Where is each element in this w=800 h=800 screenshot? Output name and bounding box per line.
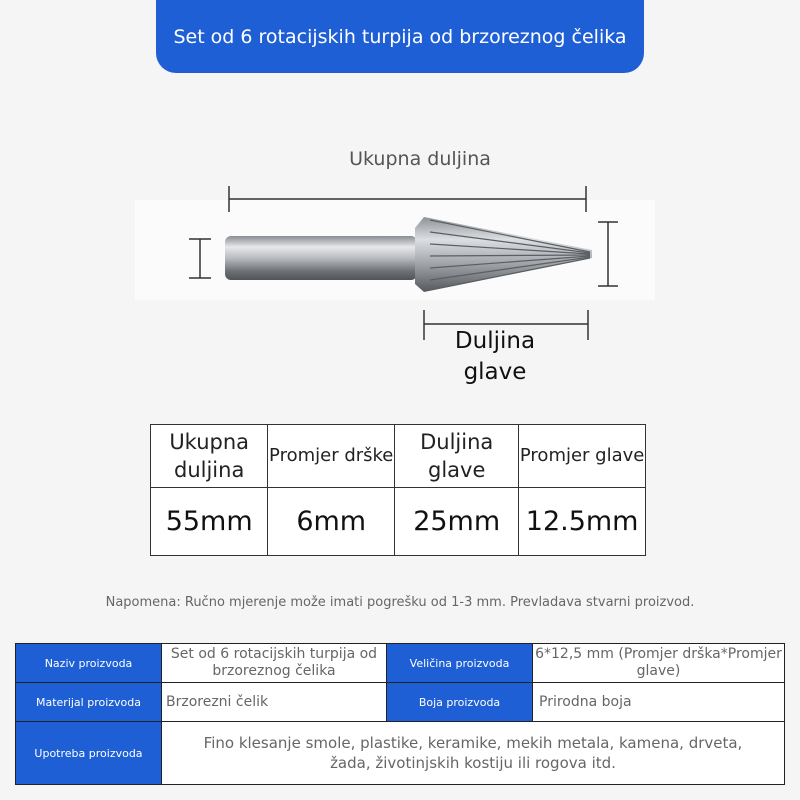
usage-value: Fino klesanje smole, plastike, keramike, mekih metala, kamena, drveta, žada, životinjskih kostiju ili rogova itd. xyxy=(162,722,785,785)
total-length-label: Ukupna duljina xyxy=(349,148,491,170)
bur-shank xyxy=(225,236,417,280)
color-value: Prirodna boja xyxy=(533,683,785,722)
product-info-table xyxy=(15,643,785,785)
header-total-length: Ukupna duljina xyxy=(151,425,268,488)
header-head-length: Duljina glave xyxy=(395,425,519,488)
usage-label: Upotreba proizvoda xyxy=(16,722,162,785)
specs-table xyxy=(150,424,646,556)
material-value: Brzorezni čelik xyxy=(162,683,387,722)
value-head-length: 25mm xyxy=(395,488,519,556)
name-value: Set od 6 rotacijskih turpija od brzoreznog čelika xyxy=(162,644,387,683)
color-label: Boja proizvoda xyxy=(387,683,533,722)
name-label: Naziv proizvoda xyxy=(16,644,162,683)
header-shank-diameter: Promjer drške xyxy=(268,425,395,488)
header-head-diameter: Promjer glave xyxy=(519,425,646,488)
size-value: 6*12,5 mm (Promjer drška*Promjer glave) xyxy=(533,644,785,683)
material-label: Materijal proizvoda xyxy=(16,683,162,722)
head-length-label: Duljina glave xyxy=(454,328,536,385)
value-total-length: 55mm xyxy=(151,488,268,556)
value-head-diameter: 12.5mm xyxy=(519,488,646,556)
size-label: Veličina proizvoda xyxy=(387,644,533,683)
value-shank-diameter: 6mm xyxy=(268,488,395,556)
banner-title: Set od 6 rotacijskih turpija od brzoreznog čelika xyxy=(173,25,627,48)
measurement-note: Napomena: Ručno mjerenje može imati pogrešku od 1-3 mm. Prevladava stvarni proizvod. xyxy=(105,595,695,610)
